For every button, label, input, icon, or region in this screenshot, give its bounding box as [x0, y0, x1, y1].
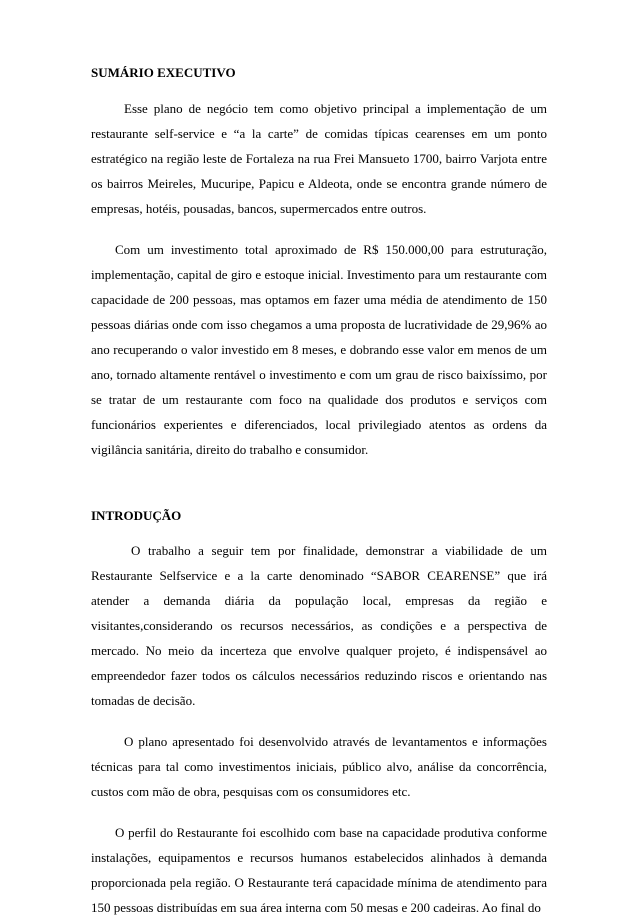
section-heading-introducao: INTRODUÇÃO	[91, 508, 182, 523]
page-content	[91, 62, 547, 920]
paragraph-sumario-2: Com um investimento total aproximado de R$ 150.000,00 para estruturação, implementação, capital de giro e estoque inicial. Investimento para um restaurante com capacidade de 200 pessoas, mas optamos em fazer uma média de atendimento de 150 pessoas diárias onde com isso chegamos a uma proposta de lucratividade de 29,96% ao ano recuperando o valor investido em 8 meses, e dobrando esse valor em menos de um ano, tornado altamente rentável o investimento e com um grau de risco baixíssimo, por se tratar de um restaurante com foco na qualidade dos produtos e serviços com funcionários experientes e diferenciados, local privilegiado atentos as ordens da vigilância sanitária, direito do trabalho e consumidor.	[91, 242, 547, 457]
paragraph-introducao-3: O perfil do Restaurante foi escolhido com base na capacidade produtiva conforme instalações, equipamentos e recursos humanos estabelecidos alinhados à demanda proporcionada pela região. O Restaurante terá capacidade mínima de atendimento para 150 pessoas distribuídas em sua área interna com 50 mesas e 200 cadeiras. Ao final do	[91, 825, 547, 915]
section-heading-sumario: SUMÁRIO EXECUTIVO	[91, 65, 236, 80]
paragraph-introducao-2: O plano apresentado foi desenvolvido através de levantamentos e informações técnicas para tal como investimentos iniciais, público alvo, análise da concorrência, custos com mão de obra, pesquisas com os consumidores etc.	[91, 734, 547, 799]
paragraph-introducao-1: O trabalho a seguir tem por finalidade, demonstrar a viabilidade de um Restaurante Selfservice e a la carte denominado “SABOR CEARENSE” que irá atender a demanda diária da população local, empresas da região e visitantes,considerando os recursos necessários, as condições e a perspectiva de mercado. No meio da incerteza que envolve qualquer projeto, é indispensável ao empreendedor fazer todos os cálculos necessários reduzindo riscos e orientando nas tomadas de decisão.	[91, 543, 547, 708]
paragraph-sumario-1: Esse plano de negócio tem como objetivo principal a implementação de um restaurante self-service e “a la carte” de comidas típicas cearenses em um ponto estratégico na região leste de Fortaleza na rua Frei Mansueto 1700, bairro Varjota entre os bairros Meireles, Mucuripe, Papicu e Aldeota, onde se encontra grande número de empresas, hotéis, pousadas, bancos, supermercados entre outros.	[91, 101, 547, 216]
